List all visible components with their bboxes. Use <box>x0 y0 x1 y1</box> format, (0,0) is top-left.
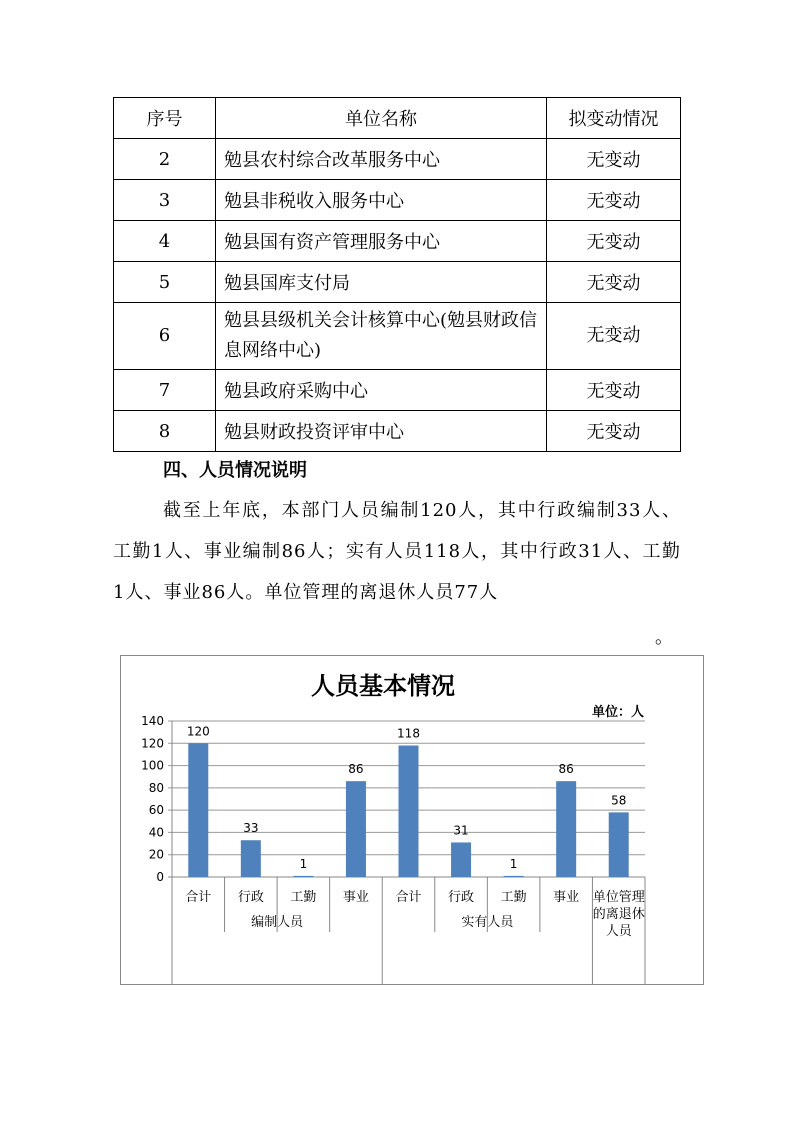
paragraph-period: 。 <box>655 627 673 648</box>
data-label: 58 <box>611 793 627 808</box>
cell-index: 4 <box>114 221 216 262</box>
x-tick-label: 事业 <box>553 890 580 905</box>
cell-index: 5 <box>114 262 216 303</box>
bar <box>556 781 576 877</box>
staff-chart <box>120 655 704 985</box>
y-tick-label: 80 <box>148 780 164 795</box>
cell-unit-name: 勉县政府采购中心 <box>216 370 547 411</box>
y-tick-label: 140 <box>141 714 164 728</box>
x-tick-label: 合计 <box>185 890 212 905</box>
cell-unit-name: 勉县国库支付局 <box>216 262 547 303</box>
cell-change: 无变动 <box>547 411 681 452</box>
cell-unit-name: 勉县国有资产管理服务中心 <box>216 221 547 262</box>
table-row <box>114 411 681 452</box>
y-tick-label: 100 <box>141 758 164 773</box>
section-heading: 四、人员情况说明 <box>163 460 307 481</box>
bar <box>188 743 208 877</box>
table-row <box>114 262 681 303</box>
header-change: 拟变动情况 <box>547 98 681 139</box>
data-label: 120 <box>186 724 210 739</box>
cell-index: 8 <box>114 411 216 452</box>
x-tick-label: 合计 <box>395 890 422 905</box>
cell-index: 7 <box>114 370 216 411</box>
x-tick-label: 工勤 <box>290 890 317 905</box>
cell-index: 2 <box>114 139 216 180</box>
data-label: 31 <box>453 823 469 838</box>
table-row <box>114 303 681 370</box>
x-tick-label: 行政 <box>448 890 475 905</box>
y-tick-label: 20 <box>148 847 164 862</box>
x-tick-label: 单位管理的离退休人员 <box>592 890 645 939</box>
y-tick-label: 60 <box>148 803 164 818</box>
cell-change: 无变动 <box>547 139 681 180</box>
y-tick-label: 0 <box>156 870 164 884</box>
bar <box>399 746 419 877</box>
data-label: 118 <box>397 726 420 741</box>
bar <box>609 812 629 877</box>
data-label: 1 <box>509 856 518 871</box>
group-label: 编制人员 <box>251 915 304 930</box>
cell-change: 无变动 <box>547 262 681 303</box>
data-label: 86 <box>558 762 574 777</box>
unit-table <box>113 97 681 452</box>
table-row <box>114 370 681 411</box>
x-tick-label: 工勤 <box>500 890 527 905</box>
group-label: 实有人员 <box>461 915 514 930</box>
cell-change: 无变动 <box>547 221 681 262</box>
chart-unit-label: 单位：人 <box>591 705 644 720</box>
cell-unit-name: 勉县农村综合改革服务中心 <box>216 139 547 180</box>
chart-title: 人员基本情况 <box>311 672 455 700</box>
table-row <box>114 180 681 221</box>
header-index: 序号 <box>114 98 216 139</box>
bar <box>346 781 366 877</box>
data-label: 86 <box>348 762 364 777</box>
y-tick-label: 120 <box>141 736 164 751</box>
cell-change: 无变动 <box>547 180 681 221</box>
data-label: 1 <box>299 856 308 871</box>
y-tick-label: 40 <box>148 825 164 840</box>
table-row <box>114 221 681 262</box>
cell-index: 6 <box>114 303 216 370</box>
bar <box>504 876 524 877</box>
bar <box>451 842 471 877</box>
cell-unit-name: 勉县财政投资评审中心 <box>216 411 547 452</box>
cell-unit-name: 勉县非税收入服务中心 <box>216 180 547 221</box>
bar <box>293 876 313 877</box>
cell-change: 无变动 <box>547 370 681 411</box>
x-tick-label: 事业 <box>342 890 369 905</box>
cell-unit-name: 勉县县级机关会计核算中心(勉县财政信息网络中心) <box>216 303 547 370</box>
header-unit-name: 单位名称 <box>216 98 547 139</box>
cell-index: 3 <box>114 180 216 221</box>
section-paragraph: 截至上年底，本部门人员编制120人，其中行政编制33人、工勤1人、事业编制86人；实有人员118人，其中行政31人、工勤1人、事业86人。单位管理的离退休人员77人 <box>113 500 681 603</box>
data-label: 33 <box>243 821 259 836</box>
bar <box>241 840 261 877</box>
table-header-row <box>114 98 681 139</box>
cell-change: 无变动 <box>547 303 681 370</box>
table-row <box>114 139 681 180</box>
chart-svg <box>121 656 703 984</box>
x-tick-label: 行政 <box>237 890 264 905</box>
